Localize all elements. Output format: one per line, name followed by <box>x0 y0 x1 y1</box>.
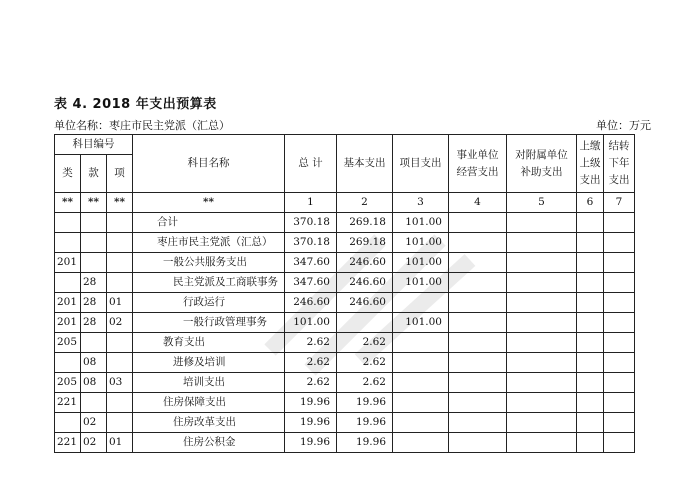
carry-forward-cell <box>604 393 635 413</box>
carry-forward-cell <box>604 213 635 233</box>
table-row <box>55 233 635 253</box>
project-expense-cell: 101.00 <box>393 213 449 233</box>
subsidiary-expense-cell <box>507 373 577 393</box>
total-cell: 347.60 <box>285 273 337 293</box>
project-expense-cell <box>393 433 449 453</box>
enterprise-expense-cell <box>449 373 507 393</box>
xiang-cell <box>107 353 133 373</box>
subject-name-cell: 民主党派及工商联事务 <box>133 273 285 293</box>
project-expense-cell <box>393 373 449 393</box>
subject-name-cell: 进修及培训 <box>133 353 285 373</box>
total-cell: 19.96 <box>285 393 337 413</box>
lei-cell: 221 <box>55 393 81 413</box>
subject-name-cell: 住房改革支出 <box>133 413 285 433</box>
lei-cell: 201 <box>55 313 81 333</box>
subject-name-header: 科目名称 <box>133 135 285 193</box>
basic-expense-cell: 2.62 <box>337 353 393 373</box>
enterprise-header-line2: 经营支出 <box>456 165 499 178</box>
project-expense-cell: 101.00 <box>393 313 449 333</box>
carry-header-line3: 支出 <box>608 174 630 186</box>
upper-level-expense-cell <box>577 233 604 253</box>
index-cell: ** <box>107 193 133 213</box>
basic-expense-cell <box>337 313 393 333</box>
upper-level-expense-cell <box>577 253 604 273</box>
document-title: 表 4. 2018 年支出预算表 <box>54 97 217 112</box>
upper-level-expense-cell <box>577 433 604 453</box>
subsidiary-expense-cell <box>507 213 577 233</box>
currency-unit-label: 单位：万元 <box>596 119 651 132</box>
unit-name-label: 单位名称：枣庄市民主党派（汇总） <box>54 119 230 132</box>
index-cell: 3 <box>393 193 449 213</box>
xiang-cell <box>107 393 133 413</box>
basic-expense-header: 基本支出 <box>337 135 393 193</box>
total-cell: 347.60 <box>285 253 337 273</box>
upper-level-expense-header <box>577 135 604 193</box>
subsidiary-expense-cell <box>507 273 577 293</box>
enterprise-expense-cell <box>449 213 507 233</box>
table-row <box>55 373 635 393</box>
lei-cell <box>55 353 81 373</box>
subject-name-cell: 住房保障支出 <box>133 393 285 413</box>
index-cell: 6 <box>577 193 604 213</box>
subsidiary-header-line1: 对附属单位 <box>515 148 568 161</box>
table-row <box>55 393 635 413</box>
upper-header-line1: 上缴 <box>579 140 601 152</box>
enterprise-expense-cell <box>449 313 507 333</box>
upper-level-expense-cell <box>577 213 604 233</box>
lei-cell <box>55 273 81 293</box>
lei-cell: 201 <box>55 253 81 273</box>
total-cell: 19.96 <box>285 433 337 453</box>
total-cell: 101.00 <box>285 313 337 333</box>
kuan-cell: 02 <box>81 413 107 433</box>
xiang-cell <box>107 213 133 233</box>
xiang-cell <box>107 273 133 293</box>
xiang-cell <box>107 333 133 353</box>
subject-name-cell: 住房公积金 <box>133 433 285 453</box>
subject-name-cell: 枣庄市民主党派（汇总） <box>133 233 285 253</box>
carry-forward-cell <box>604 273 635 293</box>
enterprise-expense-cell <box>449 333 507 353</box>
basic-expense-cell: 246.60 <box>337 293 393 313</box>
basic-expense-cell: 246.60 <box>337 273 393 293</box>
table-row <box>55 333 635 353</box>
budget-table <box>54 134 635 453</box>
upper-level-expense-cell <box>577 353 604 373</box>
carry-forward-header <box>604 135 635 193</box>
carry-forward-cell <box>604 373 635 393</box>
index-cell: 5 <box>507 193 577 213</box>
xiang-cell <box>107 413 133 433</box>
enterprise-expense-cell <box>449 413 507 433</box>
index-cell: ** <box>81 193 107 213</box>
lei-cell: 205 <box>55 333 81 353</box>
upper-level-expense-cell <box>577 393 604 413</box>
kuan-cell <box>81 233 107 253</box>
index-cell: 4 <box>449 193 507 213</box>
project-expense-cell <box>393 393 449 413</box>
kuan-cell <box>81 333 107 353</box>
subsidiary-header-line2: 补助支出 <box>520 165 563 178</box>
index-cell: 7 <box>604 193 635 213</box>
carry-forward-cell <box>604 413 635 433</box>
upper-level-expense-cell <box>577 333 604 353</box>
table-row <box>55 213 635 233</box>
lei-cell <box>55 233 81 253</box>
lei-cell <box>55 413 81 433</box>
project-expense-header: 项目支出 <box>393 135 449 193</box>
subject-name-cell: 行政运行 <box>133 293 285 313</box>
carry-forward-cell <box>604 353 635 373</box>
enterprise-expense-cell <box>449 393 507 413</box>
total-cell: 370.18 <box>285 213 337 233</box>
kuan-cell: 28 <box>81 313 107 333</box>
kuan-cell: 08 <box>81 353 107 373</box>
enterprise-expense-cell <box>449 433 507 453</box>
kuan-cell <box>81 213 107 233</box>
table-row <box>55 293 635 313</box>
upper-level-expense-cell <box>577 313 604 333</box>
project-expense-cell <box>393 353 449 373</box>
enterprise-expense-cell <box>449 273 507 293</box>
project-expense-cell <box>393 413 449 433</box>
subject-name-cell: 培训支出 <box>133 373 285 393</box>
kuan-header: 款 <box>81 155 107 193</box>
basic-expense-cell: 269.18 <box>337 233 393 253</box>
xiang-cell: 01 <box>107 293 133 313</box>
subsidiary-expense-cell <box>507 413 577 433</box>
carry-header-line2: 下年 <box>608 157 630 169</box>
lei-cell: 201 <box>55 293 81 313</box>
table-row <box>55 413 635 433</box>
lei-cell <box>55 213 81 233</box>
table-row <box>55 273 635 293</box>
xiang-cell <box>107 233 133 253</box>
xiang-header: 项 <box>107 155 133 193</box>
upper-level-expense-cell <box>577 293 604 313</box>
enterprise-expense-cell <box>449 353 507 373</box>
xiang-cell <box>107 253 133 273</box>
carry-forward-cell <box>604 333 635 353</box>
total-header: 总 计 <box>285 135 337 193</box>
index-cell: ** <box>55 193 81 213</box>
total-cell: 2.62 <box>285 353 337 373</box>
enterprise-expense-cell <box>449 293 507 313</box>
carry-forward-cell <box>604 253 635 273</box>
carry-forward-cell <box>604 293 635 313</box>
index-cell: 2 <box>337 193 393 213</box>
project-expense-cell <box>393 293 449 313</box>
subject-name-cell: 教育支出 <box>133 333 285 353</box>
subsidiary-expense-cell <box>507 433 577 453</box>
kuan-cell <box>81 253 107 273</box>
upper-level-expense-cell <box>577 413 604 433</box>
carry-forward-cell <box>604 433 635 453</box>
carry-header-line1: 结转 <box>608 140 630 152</box>
basic-expense-cell: 2.62 <box>337 373 393 393</box>
carry-forward-cell <box>604 313 635 333</box>
subject-name-cell: 合计 <box>133 213 285 233</box>
total-cell: 2.62 <box>285 373 337 393</box>
project-expense-cell: 101.00 <box>393 233 449 253</box>
subsidiary-expense-cell <box>507 353 577 373</box>
kuan-cell <box>81 393 107 413</box>
upper-header-line3: 支出 <box>579 174 601 186</box>
total-cell: 19.96 <box>285 413 337 433</box>
basic-expense-cell: 19.96 <box>337 433 393 453</box>
subject-name-cell: 一般公共服务支出 <box>133 253 285 273</box>
subsidiary-expense-header <box>507 135 577 193</box>
total-cell: 370.18 <box>285 233 337 253</box>
project-expense-cell: 101.00 <box>393 273 449 293</box>
upper-level-expense-cell <box>577 273 604 293</box>
project-expense-cell <box>393 333 449 353</box>
xiang-cell: 01 <box>107 433 133 453</box>
subsidiary-expense-cell <box>507 313 577 333</box>
subsidiary-expense-cell <box>507 233 577 253</box>
lei-cell: 221 <box>55 433 81 453</box>
xiang-cell: 03 <box>107 373 133 393</box>
basic-expense-cell: 246.60 <box>337 253 393 273</box>
enterprise-expense-header <box>449 135 507 193</box>
subsidiary-expense-cell <box>507 333 577 353</box>
lei-cell: 205 <box>55 373 81 393</box>
table-row <box>55 353 635 373</box>
basic-expense-cell: 2.62 <box>337 333 393 353</box>
total-cell: 2.62 <box>285 333 337 353</box>
kuan-cell: 08 <box>81 373 107 393</box>
upper-level-expense-cell <box>577 373 604 393</box>
enterprise-header-line1: 事业单位 <box>456 148 499 161</box>
upper-header-line2: 上级 <box>579 157 601 169</box>
index-row <box>55 193 635 213</box>
table-row <box>55 313 635 333</box>
code-group-header: 科目编号 <box>55 135 133 155</box>
subsidiary-expense-cell <box>507 293 577 313</box>
index-cell: 1 <box>285 193 337 213</box>
enterprise-expense-cell <box>449 233 507 253</box>
basic-expense-cell: 269.18 <box>337 213 393 233</box>
total-cell: 246.60 <box>285 293 337 313</box>
kuan-cell: 28 <box>81 273 107 293</box>
basic-expense-cell: 19.96 <box>337 393 393 413</box>
enterprise-expense-cell <box>449 253 507 273</box>
kuan-cell: 28 <box>81 293 107 313</box>
table-row <box>55 253 635 273</box>
subsidiary-expense-cell <box>507 253 577 273</box>
index-cell: ** <box>133 193 285 213</box>
carry-forward-cell <box>604 233 635 253</box>
subsidiary-expense-cell <box>507 393 577 413</box>
lei-header: 类 <box>55 155 81 193</box>
kuan-cell: 02 <box>81 433 107 453</box>
table-row <box>55 433 635 453</box>
project-expense-cell: 101.00 <box>393 253 449 273</box>
subject-name-cell: 一般行政管理事务 <box>133 313 285 333</box>
xiang-cell: 02 <box>107 313 133 333</box>
basic-expense-cell: 19.96 <box>337 413 393 433</box>
